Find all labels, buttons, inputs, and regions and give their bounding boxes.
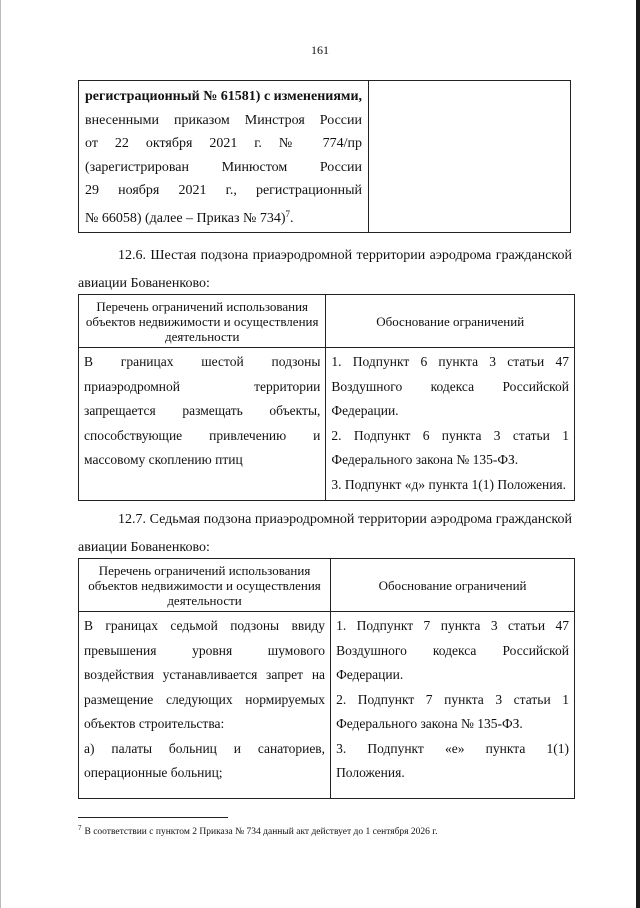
table-line: регистрационный № 61581) с изменениями, bbox=[85, 89, 363, 104]
table-line: а) палаты больниц и санаториев, bbox=[84, 740, 326, 756]
table-line: 2. Подпункт 7 пункта 3 статьи 1 bbox=[336, 691, 569, 707]
table-line: операционные больниц; bbox=[84, 765, 223, 780]
section-12-6-heading: 12.6. Шестая подзона приаэродромной территории аэродрома гражданской авиации Бованенково: bbox=[78, 248, 572, 291]
table-line: воздействия устанавливается запрет на bbox=[84, 667, 326, 682]
table-line: приаэродромной территории bbox=[84, 378, 321, 394]
table-line: Федерального закона № 135-ФЗ. bbox=[331, 452, 519, 467]
table-line: 3. Подпункт «д» пункта 1(1) Положения. bbox=[331, 476, 567, 492]
header-restrictions: Перечень ограничений использования объектов недвижимости и осуществления деятельности bbox=[79, 559, 331, 612]
header-restrictions: Перечень ограничений использования объектов недвижимости и осуществления деятельности bbox=[79, 295, 326, 348]
table-line: В границах седьмой подзоны ввиду bbox=[84, 618, 326, 633]
table-line: способствующие привлечению и bbox=[84, 427, 321, 443]
table-line: 1. Подпункт 6 пункта 3 статьи 47 bbox=[331, 354, 569, 369]
table-line: запрещается размещать объекты, bbox=[84, 403, 321, 418]
table-line: Положения. bbox=[336, 765, 405, 780]
page-edge bbox=[0, 0, 1, 908]
grounds-cell bbox=[326, 348, 575, 501]
footnote bbox=[78, 824, 438, 837]
header-grounds: Обоснование ограничений bbox=[326, 295, 575, 348]
table-line: (зарегистрирован Минюстом России bbox=[85, 159, 363, 175]
table-line: от 22 октября 2021 г. № 774/пр bbox=[85, 136, 363, 151]
footnote-number: 7 bbox=[78, 824, 82, 832]
table-line: 2. Подпункт 6 пункта 3 статьи 1 bbox=[331, 427, 569, 443]
section-12-7-heading: 12.7. Седьмая подзона приаэродромной территории аэродрома гражданской авиации Бованенково: bbox=[78, 512, 572, 555]
table-line: объектов строительства: bbox=[84, 716, 225, 731]
table-line: Воздушного кодекса Российской bbox=[331, 378, 569, 394]
restrictions-cell bbox=[79, 612, 331, 799]
table-line-last: № 66058) (далее – Приказ № 734)$^7$. bbox=[85, 208, 294, 226]
continuation-cell bbox=[79, 81, 369, 233]
restrictions-cell bbox=[79, 348, 326, 501]
scan-border bbox=[636, 0, 640, 908]
table-line: 1. Подпункт 7 пункта 3 статьи 47 bbox=[336, 618, 569, 633]
table-line: 29 ноября 2021 г., регистрационный bbox=[85, 183, 363, 198]
footnote-ref[interactable]: 7 bbox=[285, 208, 291, 219]
table-line: Федерации. bbox=[336, 667, 404, 682]
grounds-cell bbox=[331, 612, 575, 799]
header-grounds: Обоснование ограничений bbox=[331, 559, 575, 612]
footnote-text: В соответствии с пунктом 2 Приказа № 734 данный акт действует до 1 сентября 2026 г. bbox=[84, 827, 438, 837]
page-number: 161 bbox=[311, 43, 329, 57]
table-12-6 bbox=[78, 294, 575, 501]
empty-cell bbox=[369, 81, 571, 233]
table-line: Воздушного кодекса Российской bbox=[336, 642, 569, 658]
continuation-table bbox=[78, 80, 571, 233]
table-line: Федерации. bbox=[331, 403, 399, 418]
table-12-7 bbox=[78, 558, 575, 799]
table-line: 3. Подпункт «е» пункта 1(1) bbox=[336, 740, 569, 756]
table-line: Федерального закона № 135-ФЗ. bbox=[336, 716, 523, 731]
table-line: превышения уровня шумового bbox=[84, 642, 326, 658]
table-line: размещение следующих нормируемых bbox=[84, 691, 326, 707]
footnote-divider bbox=[78, 817, 228, 818]
table-line: массовому скоплению птиц bbox=[84, 452, 243, 467]
table-line: В границах шестой подзоны bbox=[84, 354, 321, 369]
table-line: внесенными приказом Минстроя России bbox=[85, 112, 363, 128]
